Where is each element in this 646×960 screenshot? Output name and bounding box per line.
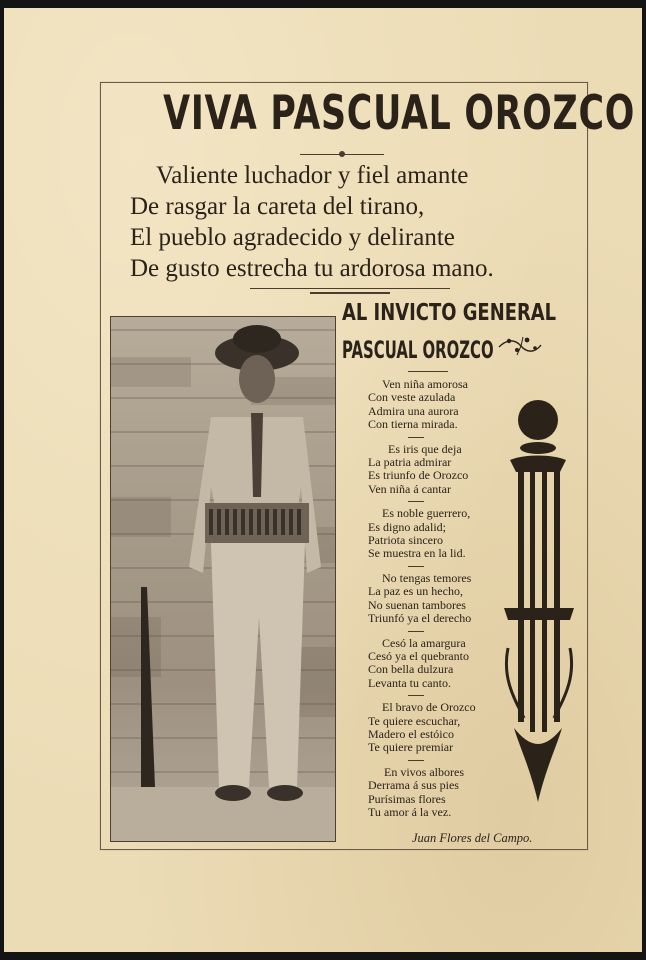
dedication-heading <box>342 300 586 364</box>
author-signature: Juan Flores del Campo. <box>412 831 533 845</box>
dedication-line1: AL INVICTO GENERAL <box>342 300 557 326</box>
stanza-divider <box>408 760 424 761</box>
poem-line: Es digno adalid; <box>368 519 446 534</box>
poem-line: No suenan tambores <box>368 597 466 612</box>
poem-line: Derrama á sus pies <box>368 778 459 793</box>
ornamental-column-icon <box>500 398 580 808</box>
poem-line: Admira una aurora <box>368 403 459 418</box>
stanza-divider <box>408 501 424 502</box>
poem-line: Levanta tu canto. <box>368 675 451 690</box>
poem-line: El bravo de Orozco <box>382 700 476 715</box>
stanza <box>360 637 500 691</box>
verse-line: El pueblo agradecido y delirante <box>130 224 455 251</box>
floral-ornament-icon <box>497 333 543 359</box>
title-underline-dot <box>339 151 345 157</box>
poem-line: Con veste azulada <box>368 390 456 405</box>
poem-line: Patriota sincero <box>368 533 443 548</box>
poem-line: Te quiere premiar <box>368 740 454 755</box>
poem-line: Madero el estóico <box>368 726 454 741</box>
poem-line: La paz es un hecho, <box>368 584 463 599</box>
poem-line: En vivos albores <box>384 764 464 779</box>
poem-line: Tu amor á la vez. <box>368 804 452 819</box>
stanza-divider <box>408 695 424 696</box>
poem-line: Ven niña á cantar <box>368 481 451 496</box>
poem-line: Purísimas flores <box>368 791 446 806</box>
poem-line: No tengas temores <box>382 570 472 585</box>
portrait-figure <box>111 317 335 841</box>
verse-line: Valiente luchador y fiel amante <box>156 162 469 189</box>
stanza <box>360 572 500 626</box>
poem-line: Con tierna mirada. <box>368 417 458 432</box>
stanza <box>360 507 500 561</box>
verse-line: De gusto estrecha tu ardorosa mano. <box>130 255 494 282</box>
poem-line: Es triunfo de Orozco <box>368 468 469 483</box>
opening-verse <box>130 160 600 284</box>
poem-line: Cesó la amargura <box>382 635 466 650</box>
poem-line: Triunfó ya el derecho <box>368 611 472 626</box>
poem-line: Con bella dulzura <box>368 662 454 677</box>
poem-line: Es iris que deja <box>388 441 462 456</box>
stanza-divider <box>408 631 424 632</box>
stanza-divider <box>408 437 424 438</box>
stanza <box>360 766 500 820</box>
verse-divider <box>250 288 450 289</box>
dedication-line2: PASCUAL OROZCO <box>342 336 494 364</box>
poem-line: La patria admirar <box>368 455 452 470</box>
page-title: VIVA PASCUAL OROZCO <box>163 86 636 141</box>
poem-line: Se muestra en la lid. <box>368 546 466 561</box>
stanza <box>360 443 500 497</box>
stanza <box>360 378 500 432</box>
poem-line: Ven niña amorosa <box>382 377 468 391</box>
stanza-divider <box>408 566 424 567</box>
portrait-photo <box>110 316 336 842</box>
verse-divider-bold <box>310 292 390 294</box>
verse-line: De rasgar la careta del tirano, <box>130 193 425 220</box>
poem-line: Te quiere escuchar, <box>368 713 461 728</box>
poem-line: Cesó ya el quebranto <box>368 648 469 663</box>
stanza <box>360 701 500 755</box>
name-divider <box>408 371 448 372</box>
poem-body <box>360 378 500 819</box>
poem-line: Es noble guerrero, <box>382 506 471 521</box>
